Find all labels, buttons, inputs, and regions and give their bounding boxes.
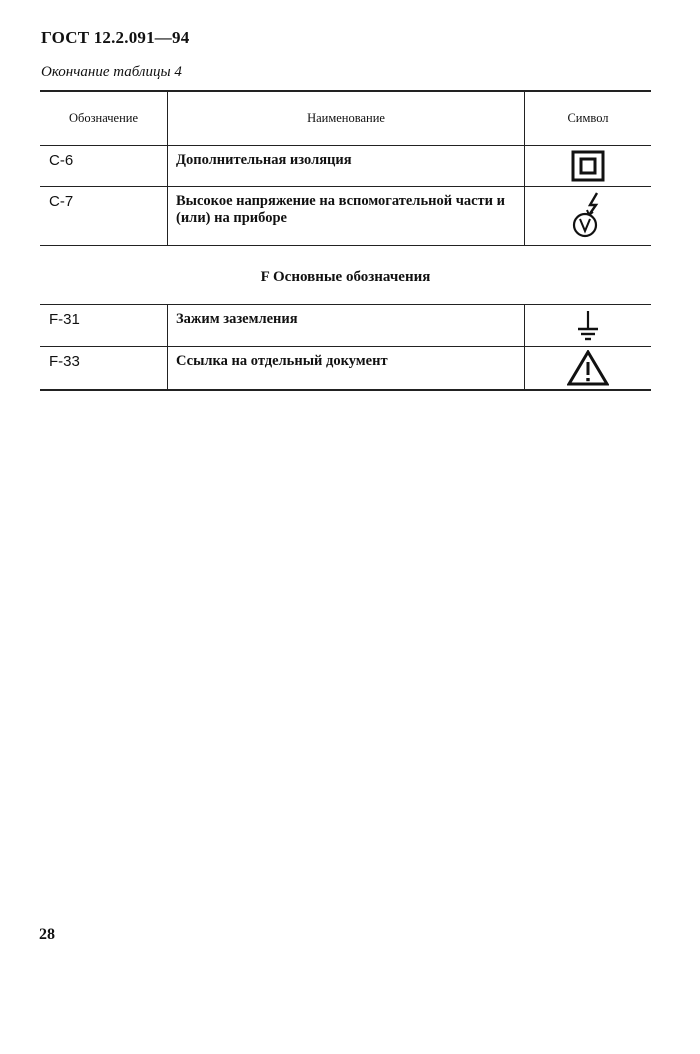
section-row [40,245,651,305]
row-code: F-31 [40,305,168,346]
row-code: C-6 [40,146,168,186]
row-name: Высокое напряжение на вспомогательной части и (или) на приборе [168,187,525,245]
table-row [40,187,651,245]
table-header-row [40,92,651,146]
row-name: Дополнительная изоляция [168,146,525,186]
table-caption: Окончание таблицы 4 [41,64,182,80]
warning-triangle-icon [567,350,609,386]
ground-terminal-icon [576,309,600,343]
row-name: Зажим заземления [168,305,525,346]
column-header-designation: Обозначение [40,92,168,145]
page-number: 28 [39,926,55,943]
symbols-table [40,90,651,391]
row-code: C-7 [40,187,168,245]
high-voltage-icon [571,191,605,241]
row-name: Ссылка на отдельный документ [168,347,525,389]
section-title: F Основные обозначения [260,269,431,285]
column-header-name: Наименование [168,92,525,145]
double-insulation-icon [571,150,605,182]
table-row [40,305,651,347]
document-code: ГОСТ 12.2.091—94 [41,28,190,47]
table-row [40,146,651,187]
row-code: F-33 [40,347,168,389]
column-header-symbol: Символ [567,111,609,125]
table-row [40,347,651,389]
